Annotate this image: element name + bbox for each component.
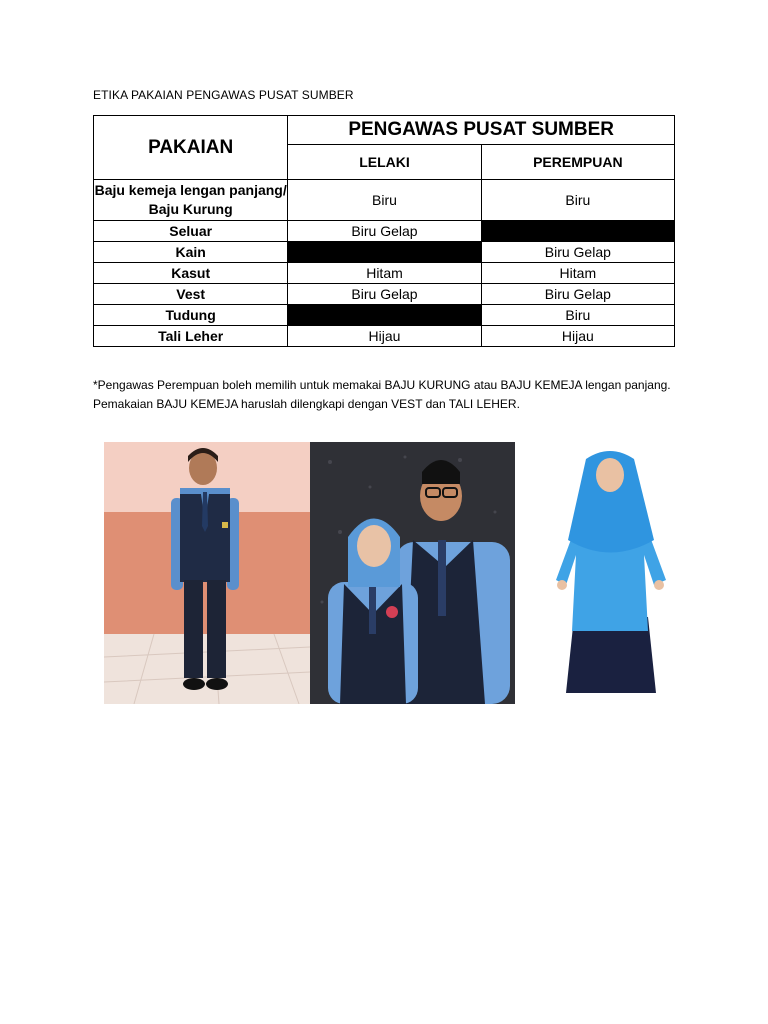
- row-label: Baju kemeja lengan panjang/ Baju Kurung: [94, 180, 288, 221]
- header-pengawas-pusat-sumber: PENGAWAS PUSAT SUMBER: [288, 116, 675, 145]
- cell-perempuan: Biru: [481, 305, 674, 326]
- document-title: ETIKA PAKAIAN PENGAWAS PUSAT SUMBER: [93, 88, 354, 102]
- table-row: [94, 305, 675, 326]
- row-label: Tali Leher: [94, 326, 288, 347]
- table-row: [94, 221, 675, 242]
- cell-lelaki: Biru Gelap: [288, 284, 481, 305]
- row-label: Kasut: [94, 263, 288, 284]
- table-row: [94, 263, 675, 284]
- footnote: *Pengawas Perempuan boleh memilih untuk memakai BAJU KURUNG atau BAJU KEMEJA lengan panjang. Pemakaian BAJU KEMEJA haruslah dilengkapi dengan VEST dan TALI LEHER.: [93, 378, 671, 411]
- table-row: [94, 284, 675, 305]
- cell-perempuan: Hijau: [481, 326, 674, 347]
- cell-lelaki: Biru: [288, 180, 481, 221]
- cell-perempuan: Hitam: [481, 263, 674, 284]
- header-perempuan: PEREMPUAN: [481, 145, 674, 180]
- cell-lelaki-not-applicable: [288, 242, 481, 263]
- row-label: Tudung: [94, 305, 288, 326]
- cell-lelaki: Hijau: [288, 326, 481, 347]
- row-label: Vest: [94, 284, 288, 305]
- row-label: Seluar: [94, 221, 288, 242]
- cell-perempuan: Biru Gelap: [481, 242, 674, 263]
- header-pakaian: PAKAIAN: [94, 116, 288, 180]
- cell-perempuan-not-applicable: [481, 221, 674, 242]
- cell-lelaki-not-applicable: [288, 305, 481, 326]
- table-row: [94, 242, 675, 263]
- photo-prefects-pair: [310, 442, 515, 704]
- cell-lelaki: Biru Gelap: [288, 221, 481, 242]
- cell-perempuan: Biru: [481, 180, 674, 221]
- row-label: Kain: [94, 242, 288, 263]
- header-lelaki: LELAKI: [288, 145, 481, 180]
- cell-lelaki: Hitam: [288, 263, 481, 284]
- uniform-table: [93, 115, 675, 347]
- photo-female-baju-kurung: [552, 445, 670, 697]
- photo-male-uniform: [104, 442, 310, 704]
- table-row: [94, 326, 675, 347]
- table-row: [94, 180, 675, 221]
- cell-perempuan: Biru Gelap: [481, 284, 674, 305]
